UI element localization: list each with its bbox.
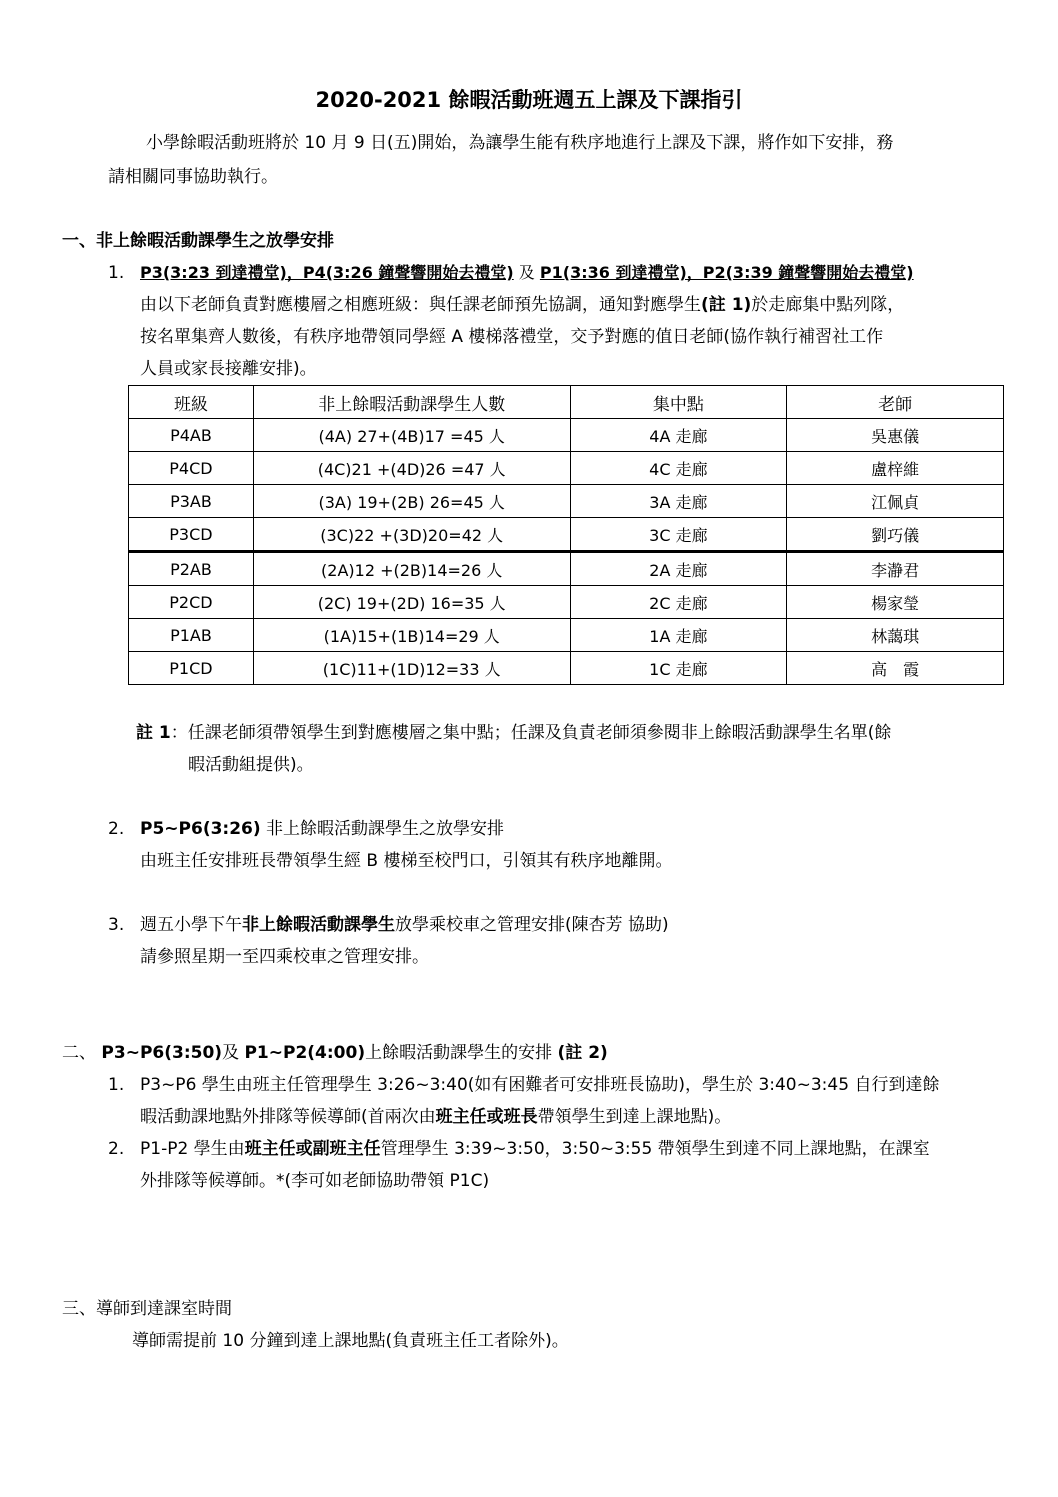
item-2-body: 由班主任安排班長帶領學生經 B 樓梯至校門口，引領其有秩序地離開。 [140,851,673,871]
note-1-reference: (註 1) [701,295,752,315]
item-1-number: 1. [108,263,125,283]
item-3-number: 3. [108,915,125,935]
table-cell-teacher: 吳惠儀 [787,419,1004,452]
section-2-heading-time-2: P1~P2(4:00) [244,1043,366,1063]
table-header-class: 班級 [129,386,254,419]
page-title: 2020-2021 餘暇活動班週五上課及下課指引 [315,88,743,112]
section-2-number: 二、 [62,1043,102,1063]
s2-item-1-text: 暇活動課地點外排隊等候導師(首兩次由 [140,1107,436,1127]
item-1-heading-and: 及 [513,263,540,282]
item-1-body-text: 由以下老師負責對應樓層之相應班級：與任課老師預先協調，通知對應學生 [140,295,701,315]
table-cell-teacher: 劉巧儀 [787,518,1004,552]
s2-item-1-number: 1. [108,1075,125,1095]
table-cell-meeting-point: 3A 走廊 [570,485,787,518]
s2-item-1-bold: 班主任或班長 [435,1107,538,1127]
item-3-body: 請參照星期一至四乘校車之管理安排。 [140,947,429,967]
section-2-heading-and: 及 [222,1043,245,1063]
item-3-heading-rest: 放學乘校車之管理安排(陳杏芳 協助) [395,915,669,935]
table-row [129,586,1004,619]
s2-item-2-text: P1-P2 學生由 [140,1139,245,1159]
table-cell-meeting-point: 3C 走廊 [570,518,787,552]
table-cell-class: P3CD [129,518,254,552]
intro-line-1: 小學餘暇活動班將於 10 月 9 日(五)開始，為讓學生能有秩序地進行上課及下課，將作如下安排，務 [146,133,894,153]
table-row [129,619,1004,652]
s2-item-1-line-2 [140,1100,731,1134]
table-cell-meeting-point: 2C 走廊 [570,586,787,619]
s2-item-2-line-1 [140,1132,930,1166]
table-cell-count: (4C)21 +(4D)26 =47 人 [253,452,570,485]
table-cell-meeting-point: 4A 走廊 [570,419,787,452]
table-cell-teacher: 楊家瑩 [787,586,1004,619]
s2-item-2-text-end: 管理學生 3:39~3:50，3:50~3:55 帶領學生到達不同上課地點，在課室 [380,1139,930,1159]
note-1-line-2: 暇活動組提供)。 [188,755,314,775]
table-row [129,552,1004,586]
table-cell-class: P4CD [129,452,254,485]
item-1-body-text-end: 於走廊集中點列隊， [751,295,905,315]
item-1-heading [140,256,914,290]
table-cell-count: (3C)22 +(3D)20=42 人 [253,518,570,552]
table-row [129,518,1004,552]
item-2-heading [140,812,504,846]
table-cell-meeting-point: 4C 走廊 [570,452,787,485]
table-row [129,652,1004,685]
table-cell-teacher: 高 霞 [787,652,1004,685]
item-2-heading-text: 非上餘暇活動課學生之放學安排 [260,819,505,839]
section-1-heading: 一、非上餘暇活動課學生之放學安排 [62,231,334,251]
table-cell-teacher: 江佩貞 [787,485,1004,518]
table-cell-count: (3A) 19+(2B) 26=45 人 [253,485,570,518]
item-2-number: 2. [108,819,125,839]
s2-item-1-text-end: 帶領學生到達上課地點)。 [537,1107,732,1127]
s2-item-1-line-1: P3~P6 學生由班主任管理學生 3:26~3:40(如有困難者可安排班長協助)，學生於 3:40~3:45 自行到達餘 [140,1075,940,1095]
s2-item-2-bold: 班主任或副班主任 [244,1139,381,1159]
table-cell-class: P1AB [129,619,254,652]
section-2-heading [62,1036,608,1070]
table-row [129,452,1004,485]
note-1-label: 註 1 [136,723,171,743]
table-cell-teacher: 林藹琪 [787,619,1004,652]
table-cell-class: P2AB [129,552,254,586]
table-cell-meeting-point: 2A 走廊 [570,552,787,586]
table-cell-teacher: 盧梓維 [787,452,1004,485]
table-cell-teacher: 李瀞君 [787,552,1004,586]
table-cell-count: (4A) 27+(4B)17 =45 人 [253,419,570,452]
item-1-heading-p1p2: P1(3:36 到達禮堂)，P2(3:39 鐘聲響開始去禮堂) [539,263,914,282]
note-1-line-1 [136,716,891,750]
table-header-teacher: 老師 [787,386,1004,419]
table-cell-meeting-point: 1C 走廊 [570,652,787,685]
item-1-body-line-3: 人員或家長接離安排)。 [140,359,317,379]
section-2-heading-time-1: P3~P6(3:50) [101,1043,223,1063]
intro-line-2: 請相關同事協助執行。 [108,167,278,187]
item-3-heading [140,908,669,942]
table-header-row [129,386,1004,419]
table-header-count: 非上餘暇活動課學生人數 [253,386,570,419]
table-cell-class: P4AB [129,419,254,452]
s2-item-2-line-2: 外排隊等候導師。*(李可如老師協助帶領 P1C) [140,1171,490,1191]
item-2-heading-time: P5~P6(3:26) [140,819,261,839]
table-cell-class: P2CD [129,586,254,619]
table-cell-count: (2A)12 +(2B)14=26 人 [253,552,570,586]
item-1-body-line-1 [140,288,904,322]
table-header-meeting-point: 集中點 [570,386,787,419]
class-assignment-table [128,385,1004,685]
item-3-heading-text: 週五小學下午 [140,915,242,935]
table-cell-meeting-point: 1A 走廊 [570,619,787,652]
section-3-heading: 三、導師到達課室時間 [62,1299,232,1319]
note-1-text: ：任課老師須帶領學生到對應樓層之集中點；任課及負責老師須參閱非上餘暇活動課學生名單(餘 [170,723,892,743]
item-3-heading-bold: 非上餘暇活動課學生 [242,915,395,935]
section-3-body: 導師需提前 10 分鐘到達上課地點(負責班主任工者除外)。 [132,1331,569,1351]
table-row [129,485,1004,518]
table-cell-class: P3AB [129,485,254,518]
item-1-heading-p3p4: P3(3:23 到達禮堂)，P4(3:26 鐘聲響開始去禮堂) [140,263,514,282]
s2-item-2-number: 2. [108,1139,125,1159]
table-cell-class: P1CD [129,652,254,685]
note-2-reference: (註 2) [557,1043,608,1063]
table-cell-count: (1C)11+(1D)12=33 人 [253,652,570,685]
item-1-body-line-2: 按名單集齊人數後，有秩序地帶領同學經 A 樓梯落禮堂，交予對應的值日老師(協作執行補習社工作 [140,327,884,347]
section-2-heading-text: 上餘暇活動課學生的安排 [365,1043,558,1063]
table-cell-count: (2C) 19+(2D) 16=35 人 [253,586,570,619]
table-cell-count: (1A)15+(1B)14=29 人 [253,619,570,652]
table-row [129,419,1004,452]
